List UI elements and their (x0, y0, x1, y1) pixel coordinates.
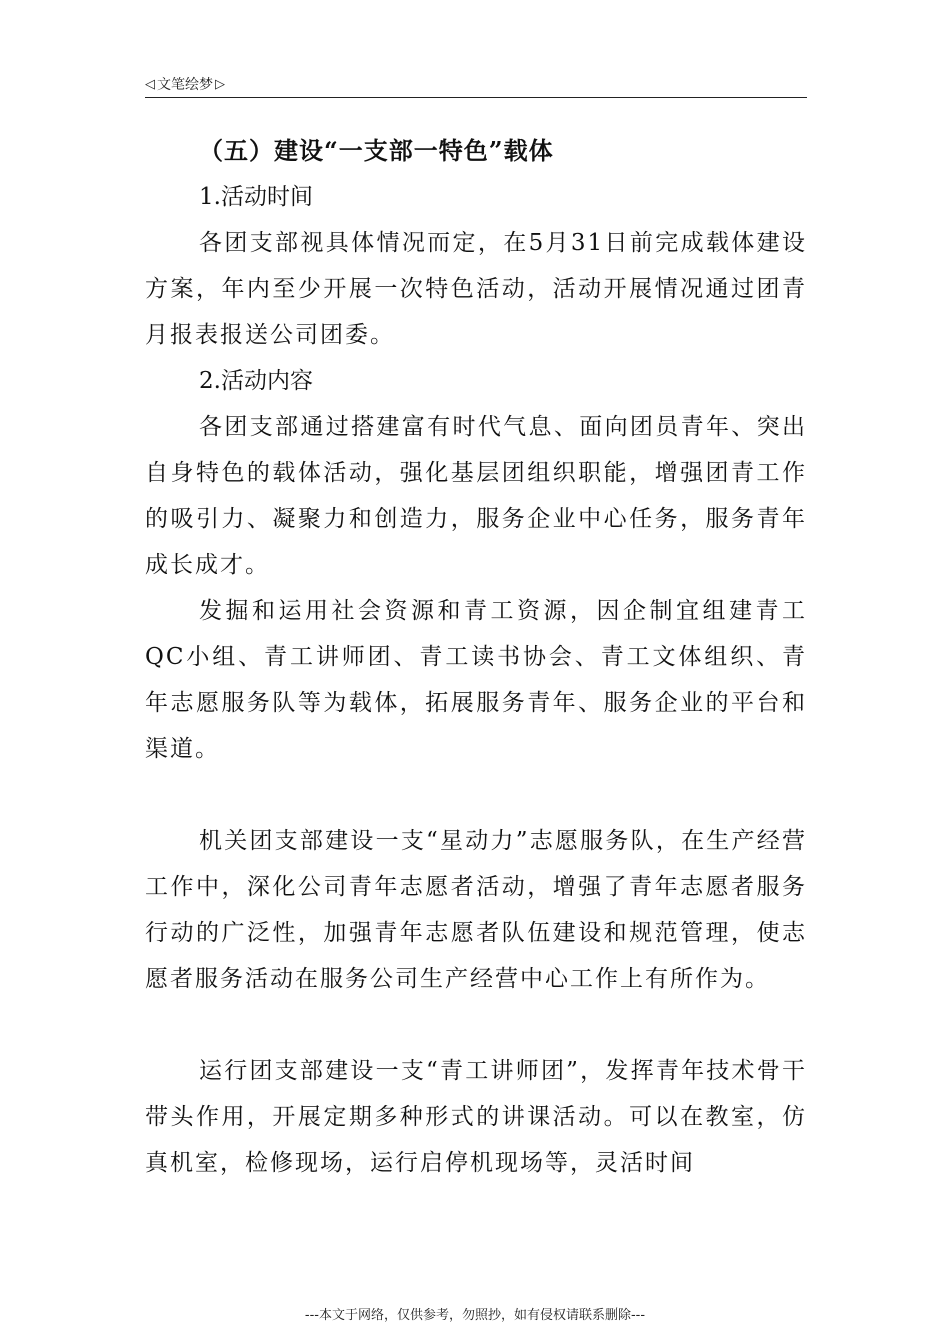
page-footer: ---本文于网络，仅供参考，勿照抄，如有侵权请联系删除--- (304, 1308, 646, 1323)
yunxing-paragraph: 运行团支部建设一支“青工讲师团”，发挥青年技术骨干带头作用，开展定期多种形式的讲课活动。可以在教室，仿真机室，检修现场，运行启停机现场等，灵活时间 (145, 1058, 807, 1176)
jiguan-paragraph: 机关团支部建设一支“星动力”志愿服务队，在生产经营工作中，深化公司青年志愿者活动，增强了青年志愿者服务行动的广泛性，加强青年志愿者队伍建设和规范管理，使志愿者服务活动在服务公司生产经营中心工作上有所作为。 (145, 828, 807, 992)
item1-title: 1.活动时间 (199, 184, 313, 210)
left-triangle-icon: ◁ (145, 76, 155, 92)
page-header (145, 74, 225, 94)
item1-paragraph: 各团支部视具体情况而定，在5月31日前完成载体建设方案，年内至少开展一次特色活动，活动开展情况通过团青月报表报送公司团委。 (145, 230, 807, 348)
section-heading: （五）建设“一支部一特色”载体 (199, 136, 554, 165)
item2-paragraph-2: 发掘和运用社会资源和青工资源，因企制宜组建青工QC小组、青工讲师团、青工读书协会、青工文体组织、青年志愿服务队等为载体，拓展服务青年、服务企业的平台和渠道。 (145, 598, 807, 762)
item2-title: 2.活动内容 (199, 368, 313, 394)
item2-paragraph-1: 各团支部通过搭建富有时代气息、面向团员青年、突出自身特色的载体活动，强化基层团组织职能，增强团青工作的吸引力、凝聚力和创造力，服务企业中心任务，服务青年成长成才。 (145, 414, 807, 578)
document-body (145, 128, 807, 1186)
blank-line (145, 1002, 807, 1048)
header-divider (145, 97, 807, 98)
header-title: 文笔绘梦 (157, 77, 213, 93)
right-triangle-icon: ▷ (215, 76, 225, 92)
blank-line (145, 772, 807, 818)
